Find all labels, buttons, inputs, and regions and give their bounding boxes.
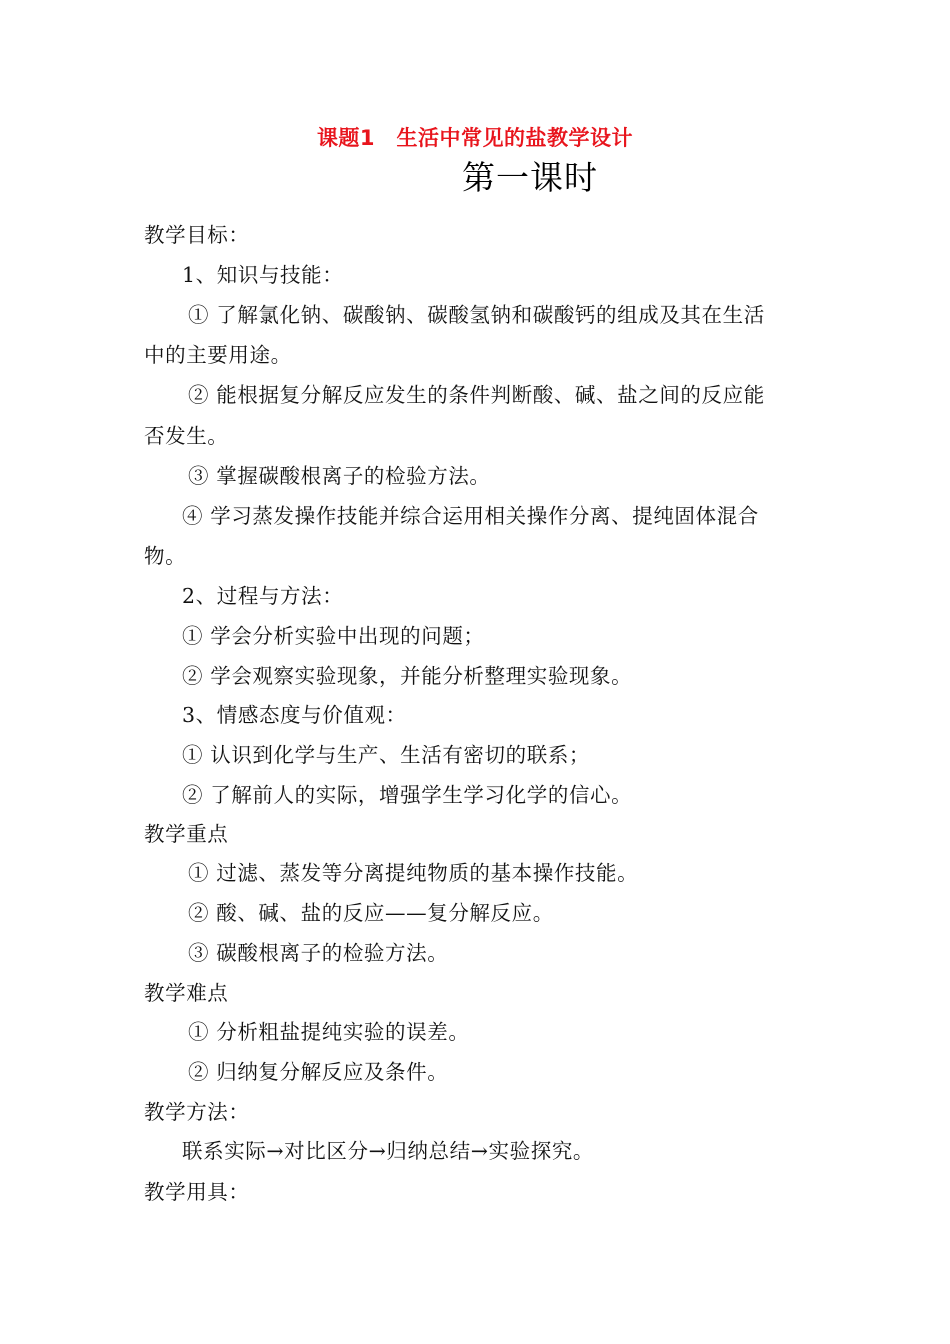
paragraph-line: ① 学会分析实验中出现的问题； [182, 624, 485, 648]
subsection-emotion-values: 3、情感态度与价值观： [182, 703, 407, 727]
paragraph-line: 物。 [144, 544, 187, 568]
subsection-knowledge-skills: 1、知识与技能： [182, 263, 344, 287]
paragraph-line: 联系实际→对比区分→归纳总结→实验探究。 [182, 1139, 595, 1163]
paragraph-line: ② 能根据复分解反应发生的条件判断酸、碱、盐之间的反应能 [188, 383, 765, 407]
paragraph-line: ② 了解前人的实际，增强学生学习化学的信心。 [182, 783, 633, 807]
section-heading-difficulties: 教学难点 [144, 981, 229, 1005]
paragraph-line: ① 分析粗盐提纯实验的误差。 [188, 1020, 470, 1044]
paragraph-line: ② 学会观察实验现象，并能分析整理实验现象。 [182, 664, 633, 688]
paragraph-line: 否发生。 [144, 424, 229, 448]
paragraph-line: ① 过滤、蒸发等分离提纯物质的基本操作技能。 [188, 861, 639, 885]
document-subtitle: 第一课时 [462, 158, 598, 197]
section-heading-objectives: 教学目标： [144, 223, 250, 247]
section-heading-tools: 教学用具： [144, 1180, 250, 1204]
paragraph-line: ② 酸、碱、盐的反应——复分解反应。 [188, 901, 554, 925]
subsection-process-methods: 2、过程与方法： [182, 584, 344, 608]
paragraph-line: ① 认识到化学与生产、生活有密切的联系； [182, 743, 591, 767]
paragraph-line: ③ 掌握碳酸根离子的检验方法。 [188, 464, 491, 488]
document-title: 课题1 生活中常见的盐教学设计 [316, 126, 634, 150]
paragraph-line: ③ 碳酸根离子的检验方法。 [188, 941, 449, 965]
paragraph-line: ② 归纳复分解反应及条件。 [188, 1060, 449, 1084]
section-heading-key-points: 教学重点 [144, 822, 229, 846]
paragraph-line: ④ 学习蒸发操作技能并综合运用相关操作分离、提纯固体混合 [182, 504, 759, 528]
section-heading-methods: 教学方法： [144, 1100, 250, 1124]
paragraph-line: ① 了解氯化钠、碳酸钠、碳酸氢钠和碳酸钙的组成及其在生活 [188, 303, 765, 327]
paragraph-line: 中的主要用途。 [144, 343, 292, 367]
